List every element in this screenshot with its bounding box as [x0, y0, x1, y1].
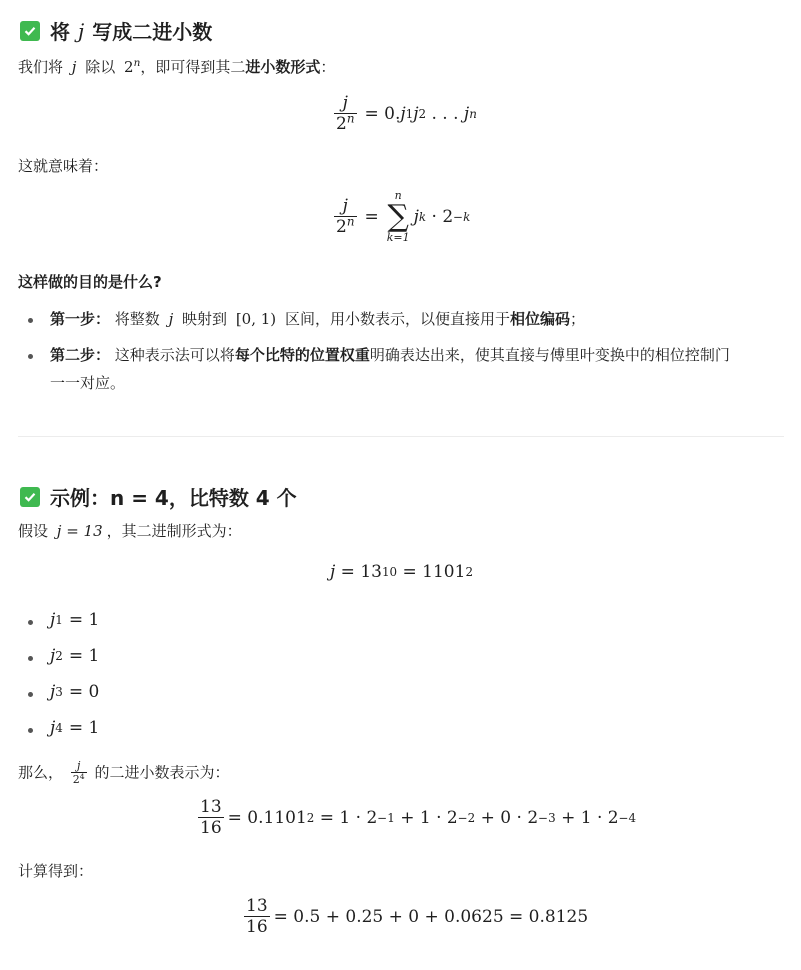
title-var: j	[78, 18, 85, 43]
title-text: 将	[50, 20, 70, 44]
bullet-dot	[28, 656, 33, 661]
bullet-dot	[28, 354, 33, 359]
calc-text: 计算得到：	[18, 862, 94, 880]
equation-sum: $\frac{j}{2^n}$ = n ∑ k=1 j k · 2 −k	[336, 189, 471, 244]
section-title-binary-fraction	[20, 16, 212, 45]
bullet-step-2: 第二步： 这种表示法可以将每个比特的位置权重明确表达出来，使其直接与傅里叶变换中的相位控制门	[50, 346, 730, 364]
then-paragraph: 那么， $\frac{j}{2^4}$ 的二进小数表示为：	[18, 759, 230, 787]
purpose-heading: 这样做的目的是什么?	[18, 273, 162, 291]
equation-binary-fraction: $\frac{j}{2^n}$ = 0. j 1 j 2 . . . j n	[336, 93, 477, 134]
section-title-example	[20, 482, 297, 511]
title-text: 写成二进小数	[92, 20, 213, 44]
bullet-dot	[28, 620, 33, 625]
bullet-dot	[28, 692, 33, 697]
bit-item-4: j 4 = 1	[50, 718, 100, 738]
meaning-text: 这就意味着：	[18, 157, 109, 175]
equation-result: $\frac{13}{16}$ = 0.5 + 0.25 + 0 + 0.0625 = 0.8125	[246, 896, 589, 937]
equation-binary-form: j = 13 10 = 1101 2	[330, 562, 474, 582]
title-text: 示例：n = 4，比特数 4 个	[50, 486, 297, 510]
equation-expansion: $\frac{13}{16}$ = 0.1101 2 = 1 · 2 −1 + 1 · 2 −2 + 0 · 2 −3 + 1 · 2 −4	[200, 797, 637, 838]
check-mark-icon	[20, 487, 40, 507]
bit-item-2: j 2 = 1	[50, 646, 100, 666]
bit-item-1: j 1 = 1	[50, 610, 100, 630]
bit-item-3: j 3 = 0	[50, 682, 100, 702]
check-mark-icon	[20, 21, 40, 41]
bullet-step-2-continuation: 一一对应。	[50, 374, 126, 392]
intro-paragraph: 我们将 j 除以 2$^n$，即可得到其二进小数形式：	[18, 57, 336, 76]
assume-paragraph: 假设 j = 13 ，其二进制形式为：	[18, 522, 242, 540]
bullet-step-1: 第一步： 将整数 j 映射到 [0, 1) 区间，用小数表示，以便直接用于相位编码；	[50, 310, 585, 328]
section-divider	[18, 436, 784, 437]
bullet-dot	[28, 318, 33, 323]
bullet-dot	[28, 728, 33, 733]
